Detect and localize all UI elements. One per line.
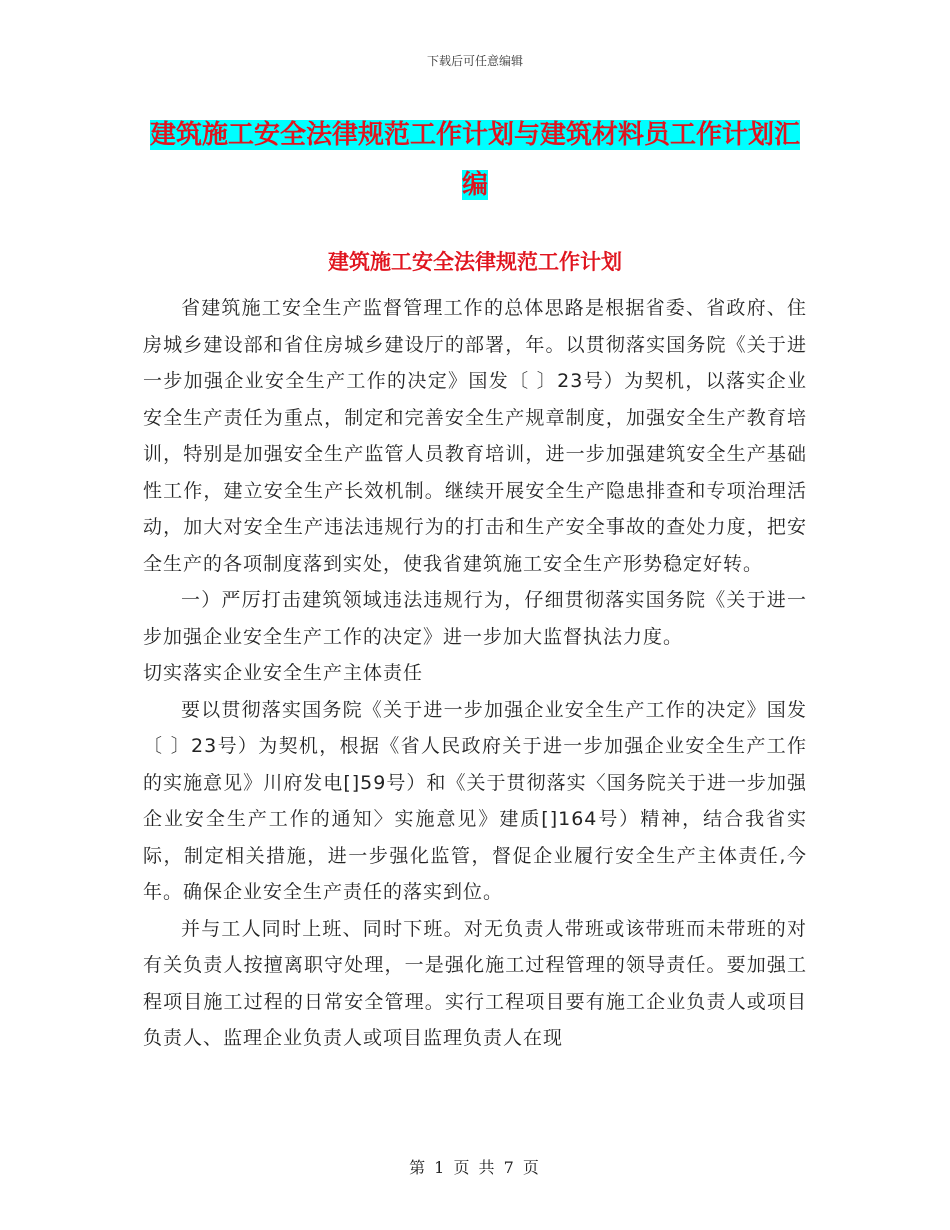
section-title: 建筑施工安全法律规范工作计划 [328,250,622,274]
document-title [145,110,805,210]
document-title-text: 建筑施工安全法律规范工作计划与建筑材料员工作计划汇编 [149,120,800,200]
paragraph-3: 切实落实企业安全生产主体责任 [143,662,424,684]
document-body [143,290,807,1057]
page-header-note: 下载后可任意编辑 [426,54,523,68]
paragraph-2: 一）严厉打击建筑领域违法违规行为，仔细贯彻落实国务院《关于进一步加强企业安全生产工作的决定》进一步加大监督执法力度。 [143,589,807,648]
paragraph-5: 并与工人同时上班、同时下班。对无负责人带班或该带班而未带班的对有关负责人按擅离职守处理，一是强化施工过程管理的领导责任。要加强工程项目施工过程的日常安全管理。实行工程项目要有施工企业负责人或项目负责人、监理企业负责人或项目监理负责人在现 [143,917,807,1049]
page-number-footer: 第 1 页 共 7 页 [409,1158,541,1177]
paragraph-1: 省建筑施工安全生产监督管理工作的总体思路是根据省委、省政府、住房城乡建设部和省住房城乡建设厅的部署，年。以贯彻落实国务院《关于进一步加强企业安全生产工作的决定》国发〔 〕23号）为契机，以落实企业安全生产责任为重点，制定和完善安全生产规章制度，加强安全生产教育培训，特别是加强安全生产监管人员教育培训，进一步加强建筑安全生产基础性工作，建立安全生产长效机制。继续开展安全生产隐患排查和专项治理活动，加大对安全生产违法违规行为的打击和生产安全事故的查处力度，把安全生产的各项制度落到实处，使我省建筑施工安全生产形势稳定好转。 [143,297,807,575]
paragraph-4: 要以贯彻落实国务院《关于进一步加强企业安全生产工作的决定》国发〔 〕23号）为契机，根据《省人民政府关于进一步加强企业安全生产工作的实施意见》川府发电[]59号）和《关于贯彻落实〈国务院关于进一步加强企业安全生产工作的通知〉实施意见》建质[]164号）精神，结合我省实际，制定相关措施，进一步强化监管，督促企业履行安全生产主体责任,今年。确保企业安全生产责任的落实到位。 [143,698,807,903]
